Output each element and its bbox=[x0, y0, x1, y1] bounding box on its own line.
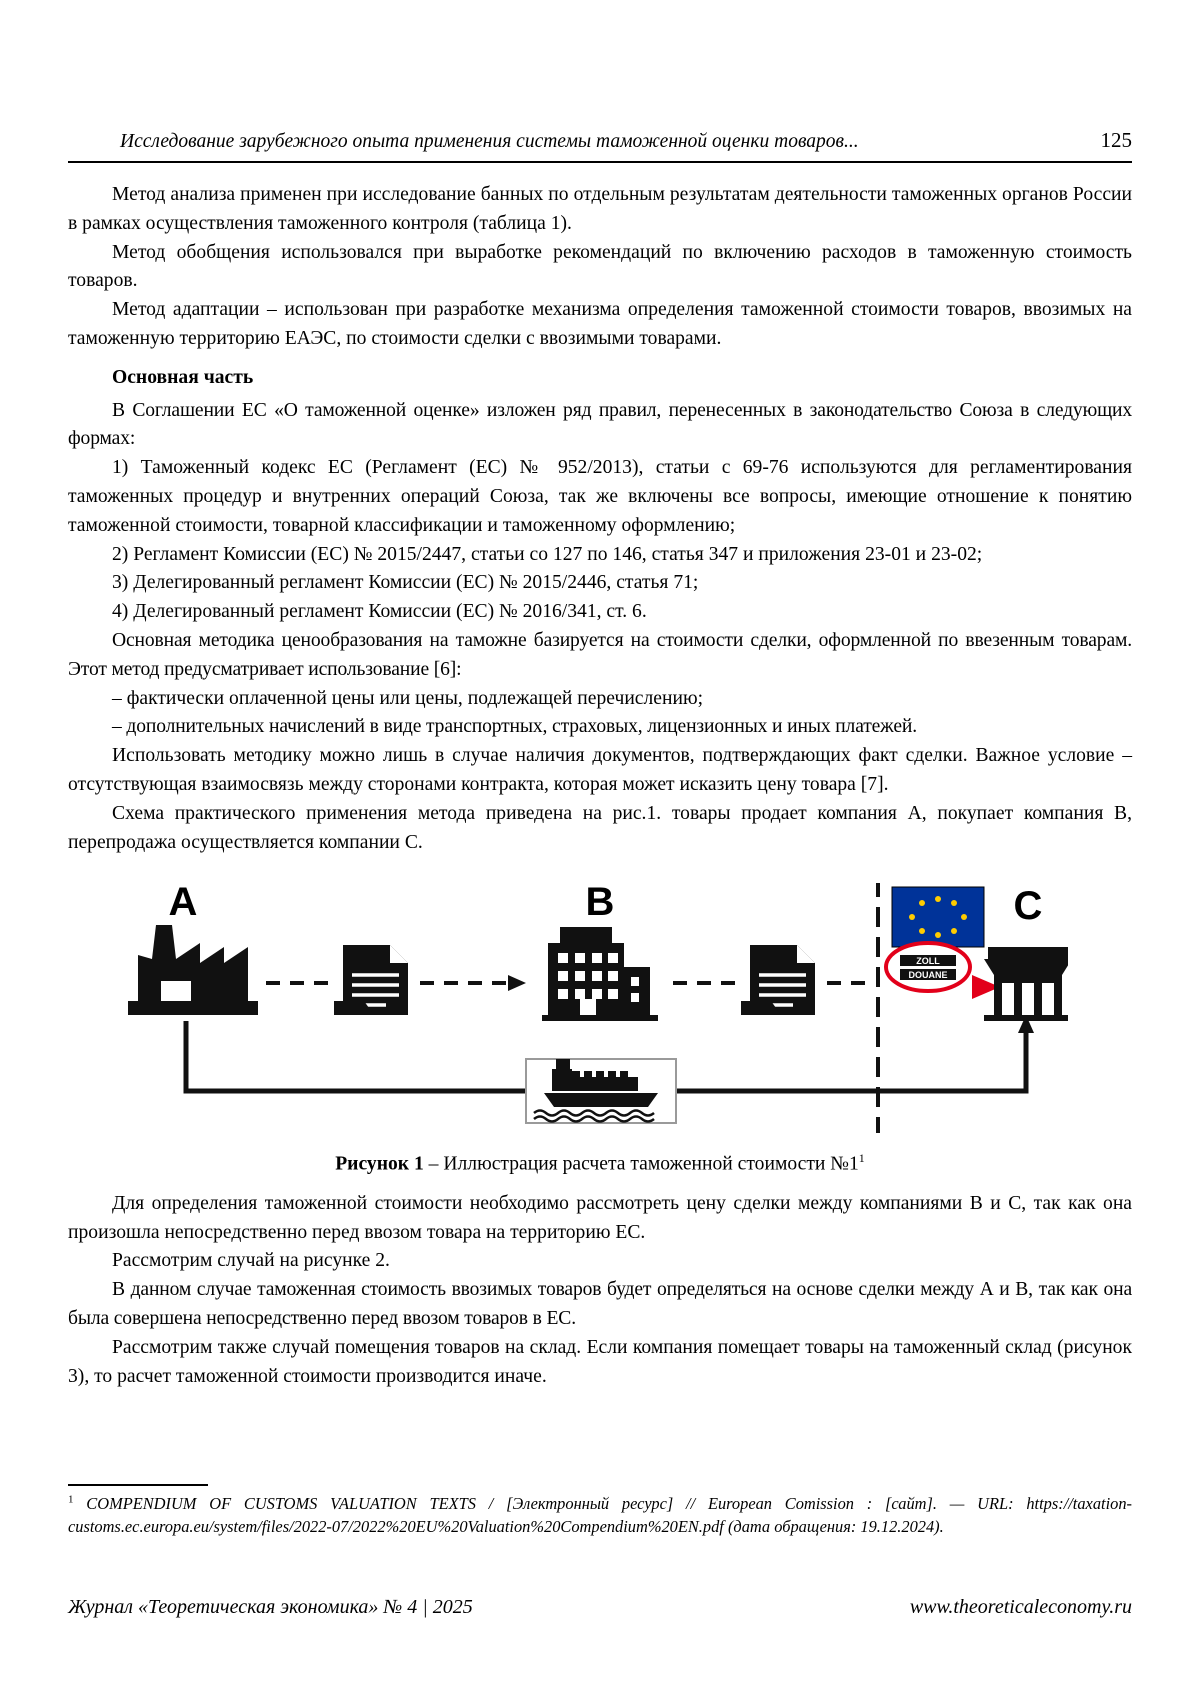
paragraph-analysis-method: Метод анализа применен при исследование банных по отдельным результатам деятельности таможенных органов России в рамках осуществления таможенного контроля (таблица 1). bbox=[68, 184, 1132, 234]
paragraph-valuation-ab: В данном случае таможенная стоимость ввозимых товаров будет определяться на основе сделки между А и В, так как она была совершена непосредственно перед ввозом товаров в ЕС. bbox=[68, 1279, 1132, 1330]
paragraph-list-item-4: 4) Делегированный регламент Комиссии (ЕС) № 2016/341, ст. 6. bbox=[112, 601, 647, 623]
footer-website[interactable]: www.theoreticaleconomy.ru bbox=[909, 1596, 1132, 1618]
paragraph-dash-item-1: – фактически оплаченной цены или цены, подлежащей перечислению; bbox=[112, 687, 704, 709]
footnote-1 bbox=[68, 1492, 1132, 1539]
footnote-area bbox=[68, 1484, 1132, 1539]
figure-1-caption bbox=[68, 1151, 1132, 1176]
office-building-icon-b bbox=[542, 927, 658, 1021]
footer-journal: Журнал «Теоретическая экономика» № 4 | 2025 bbox=[68, 1596, 473, 1618]
header-divider bbox=[68, 161, 1132, 163]
ship-transport-icon bbox=[526, 1059, 676, 1123]
figure-1-caption-text: – Иллюстрация расчета таможенной стоимости №1 bbox=[423, 1153, 859, 1175]
label-company-a: A bbox=[168, 883, 198, 925]
page-content bbox=[68, 128, 1132, 1391]
page-number: 125 bbox=[1100, 128, 1132, 152]
paragraph-list-item-1: 1) Таможенный кодекс ЕС (Регламент (ЕС) № 952/2013), статьи с 69-76 используются для регламентирования таможенных процедур и внутренних операций Союза, так же включены все вопросы, имеющие отношение к понятию таможенной стоимости, товарной классификации и таможенному оформлению; bbox=[68, 457, 1132, 536]
factory-icon-a bbox=[128, 925, 258, 1015]
figure-1-graphic bbox=[128, 883, 1068, 1133]
paragraph-scheme-intro: Схема практического применения метода приведена на рис.1. товары продает компания А, покупает компания В, перепродажа осуществляется компании С. bbox=[68, 802, 1132, 853]
customs-stamp-icon bbox=[886, 943, 970, 991]
paragraph-warehouse-case: Рассмотрим также случай помещения товаров на склад. Если компания помещает товары на таможенный склад (рисунок 3), то расчет таможенной стоимости производится иначе. bbox=[68, 1336, 1132, 1387]
paragraph-list-item-3: 3) Делегированный регламент Комиссии (ЕС) № 2015/2446, статья 71; bbox=[112, 572, 699, 594]
figure-1 bbox=[68, 883, 1132, 1141]
figure-1-caption-label: Рисунок 1 bbox=[335, 1153, 424, 1175]
paragraph-generalization-method: Метод обобщения использовался при выработке рекомендаций по включению расходов в таможенную стоимость товаров. bbox=[68, 241, 1132, 292]
running-title: Исследование зарубежного опыта применения системы таможенной оценки товаров... bbox=[120, 131, 859, 152]
section-heading-main-part: Основная часть bbox=[112, 366, 254, 388]
paragraph-pricing-methodology: Основная методика ценообразования на таможне базируется на стоимости сделки, оформленной по ввезенным товарам. Этот метод предусматривает использование [6]: bbox=[68, 629, 1132, 680]
eu-flag-icon bbox=[892, 887, 984, 947]
document-icon-2 bbox=[741, 945, 815, 1015]
page-footer bbox=[68, 1596, 1132, 1619]
paragraph-list-item-2: 2) Регламент Комиссии (ЕС) № 2015/2447, статьи со 127 по 146, статья 347 и приложения 23-01 и 23-02; bbox=[112, 543, 983, 565]
footnote-marker: 1 bbox=[68, 1493, 74, 1506]
shop-icon-c bbox=[984, 947, 1068, 1021]
arrowhead-to-b bbox=[508, 975, 526, 991]
paragraph-dash-item-2: – дополнительных начислений в виде транспортных, страховых, лицензионных и иных платежей. bbox=[112, 716, 917, 738]
stamp-text-douane: DOUANE bbox=[908, 970, 948, 981]
paragraph-see-figure-2: Рассмотрим случай на рисунке 2. bbox=[112, 1250, 390, 1272]
footnote-text: COMPENDIUM OF CUSTOMS VALUATION TEXTS / [Электронный ресурс] // European Comission : [сайт]. — URL: https://taxation-customs.ec.europa.eu/system/files/2022-07/2022%20EU%20Valuation%20Compendium%20EN.pdf (дата обращения: 19.12.2024). bbox=[68, 1494, 1132, 1537]
stamp-text-zoll: ZOLL bbox=[916, 956, 940, 967]
paragraph-eu-agreement: В Соглашении ЕС «О таможенной оценке» изложен ряд правил, перенесенных в законодательство Союза в следующих формах: bbox=[68, 399, 1132, 450]
figure-1-footnote-marker: 1 bbox=[858, 1151, 865, 1166]
paragraph-adaptation-method: Метод адаптации – использован при разработке механизма определения таможенной стоимости товаров, ввозимых на таможенную территорию ЕАЭС, по стоимости сделки с ввозимыми товарами. bbox=[68, 299, 1132, 349]
label-company-c: C bbox=[1013, 884, 1043, 929]
paragraph-method-conditions: Использовать методику можно лишь в случае наличия документов, подтверждающих факт сделки. Важное условие – отсутствующая взаимосвязь между сторонами контракта, которая может исказить цену товара [7]. bbox=[68, 745, 1132, 795]
running-head bbox=[68, 128, 1132, 161]
paragraph-valuation-bc: Для определения таможенной стоимости необходимо рассмотреть цену сделки между компаниями В и С, так как она произошла непосредственно перед ввозом товара на территорию ЕС. bbox=[68, 1192, 1132, 1243]
document-icon-1 bbox=[334, 945, 408, 1015]
label-company-b: B bbox=[585, 883, 615, 925]
footnote-divider bbox=[68, 1484, 208, 1486]
